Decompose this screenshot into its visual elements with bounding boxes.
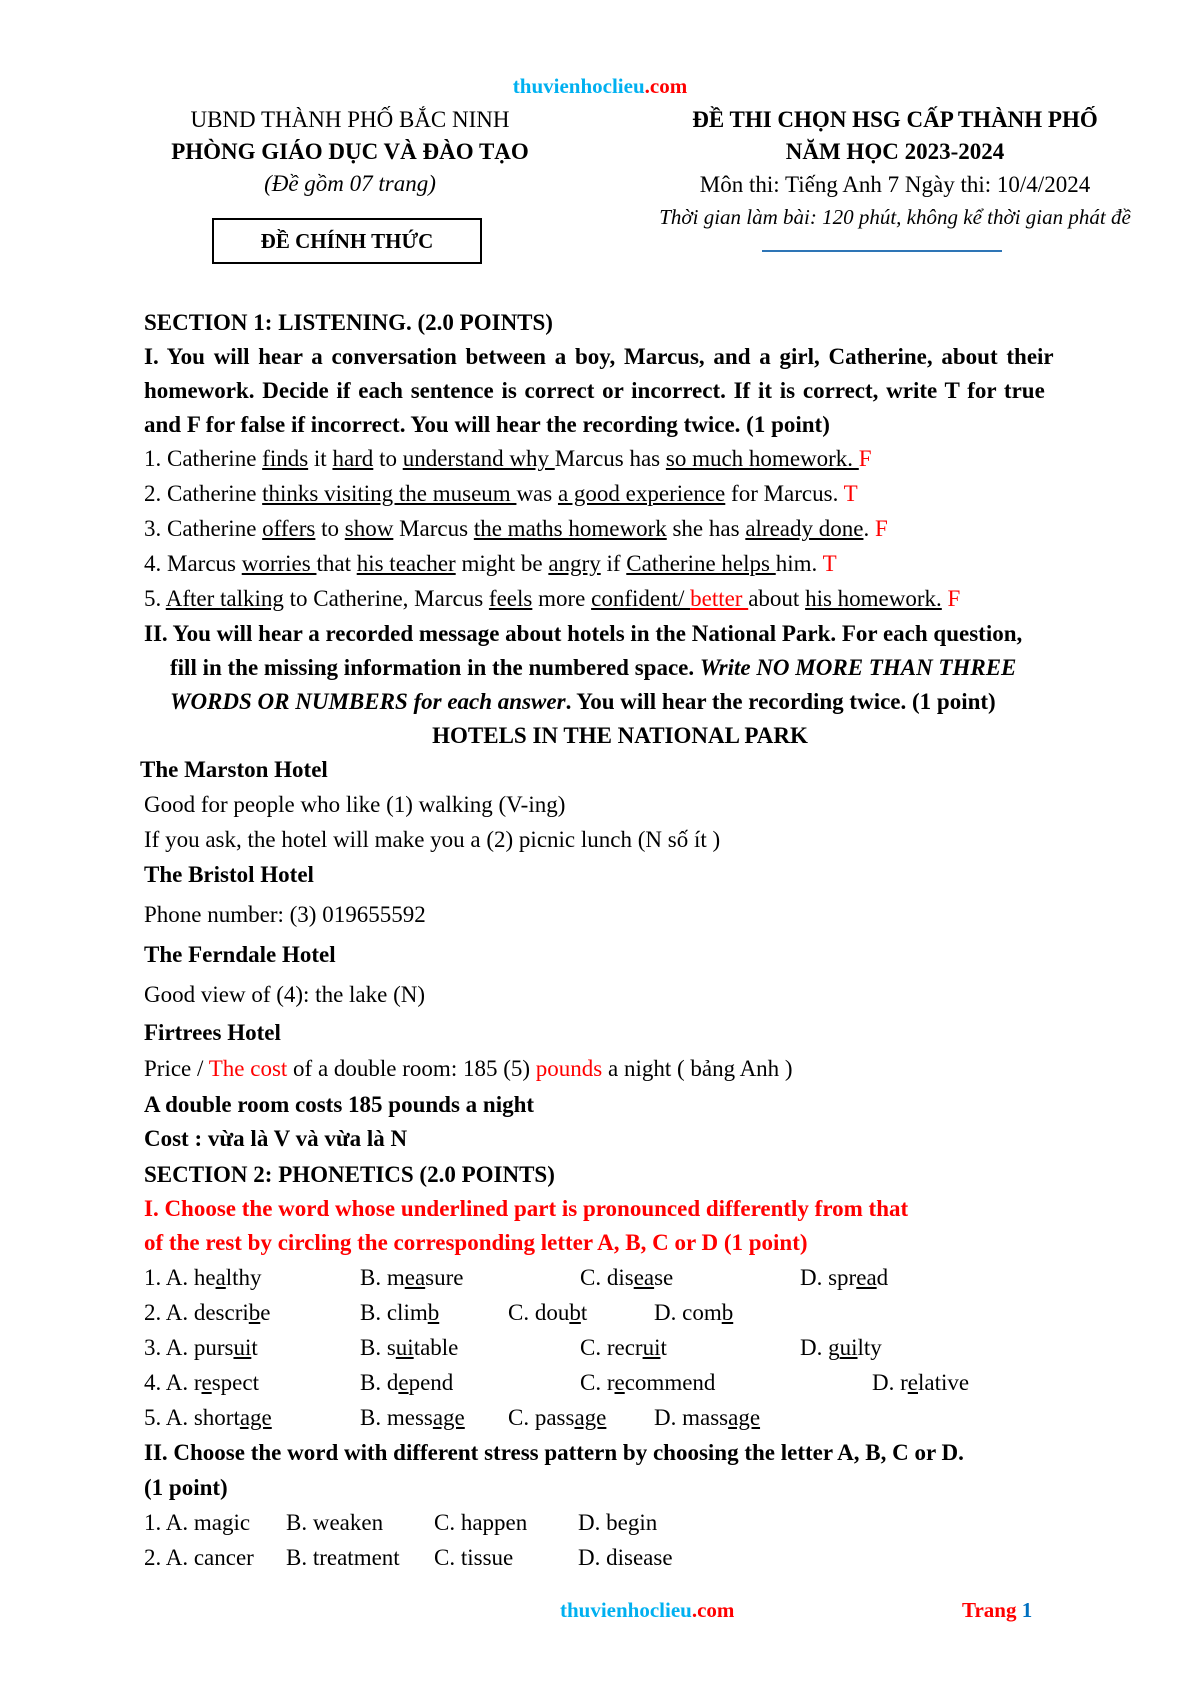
- hotel-1-line2: If you ask, the hotel will make you a (2) picnic lunch (N số ít ): [144, 827, 721, 852]
- hotel-3-line1: Good view of (4): the lake (N): [144, 982, 426, 1007]
- question-4: 4. Marcus worries that his teacher might be angry if Catherine helps him. T: [144, 551, 837, 576]
- section1-title: SECTION 1: LISTENING. (2.0 POINTS): [144, 310, 553, 335]
- ph5-b: B. message: [360, 1405, 465, 1430]
- ph3-d: D. guilty: [800, 1335, 882, 1360]
- question-1: 1. Catherine finds it hard to understand why Marcus has so much homework. F: [144, 446, 872, 471]
- st2-a: 2. A. cancer: [144, 1545, 254, 1570]
- section2-title: SECTION 2: PHONETICS (2.0 POINTS): [144, 1162, 555, 1187]
- question-2: 2. Catherine thinks visiting the museum was a good experience for Marcus. T: [144, 481, 858, 506]
- footer-watermark: thuvienhoclieu.com: [560, 1598, 735, 1622]
- hotel-2-name: The Bristol Hotel: [144, 862, 314, 887]
- ph1-b: B. measure: [360, 1265, 464, 1290]
- ph2-b: B. climb: [360, 1300, 440, 1325]
- st1-d: D. begin: [578, 1510, 658, 1535]
- ph4-a: 4. A. respect: [144, 1370, 259, 1395]
- ph2-d: D. comb: [654, 1300, 734, 1325]
- exam-title: ĐỀ THI CHỌN HSG CẤP THÀNH PHỐ: [692, 107, 1098, 132]
- ph4-b: B. depend: [360, 1370, 454, 1395]
- s1-part2-l2: fill in the missing information in the numbered space. Write NO MORE THAN THREE: [170, 655, 1017, 680]
- st2-d: D. disease: [578, 1545, 673, 1570]
- ph1-c: C. disease: [580, 1265, 674, 1290]
- st2-b: B. treatment: [286, 1545, 400, 1570]
- ph1-a: 1. A. healthy: [144, 1265, 262, 1290]
- hotel-1-name: The Marston Hotel: [140, 757, 328, 782]
- hotel-2-line1: Phone number: (3) 019655592: [144, 902, 426, 927]
- answer-4: T: [822, 551, 837, 576]
- question-3: 3. Catherine offers to show Marcus the maths homework she has already done. F: [144, 516, 888, 541]
- note-2: Cost : vừa là V và vừa là N: [144, 1126, 408, 1151]
- school-year: NĂM HỌC 2023-2024: [785, 139, 1005, 164]
- hotel-3-name: The Ferndale Hotel: [144, 942, 336, 967]
- department-name: PHÒNG GIÁO DỤC VÀ ĐÀO TẠO: [171, 139, 529, 164]
- s2-part1-l2: of the rest by circling the corresponding letter A, B, C or D (1 point): [144, 1230, 808, 1255]
- ph5-a: 5. A. shortage: [144, 1405, 272, 1430]
- header-divider: [762, 250, 1002, 252]
- top-watermark: thuvienhoclieu.com: [512, 74, 688, 98]
- subject-date: Môn thi: Tiếng Anh 7 Ngày thi: 10/4/2024: [699, 172, 1091, 197]
- page-number: Trang 1: [962, 1598, 1033, 1622]
- answer-5: F: [941, 586, 961, 611]
- time-limit: Thời gian làm bài: 120 phút, không kể thời gian phát đề: [659, 205, 1131, 229]
- s2-part2-l1: II. Choose the word with different stress pattern by choosing the letter A, B, C or D.: [144, 1440, 964, 1465]
- s1-part1-l3: and F for false if incorrect. You will hear the recording twice. (1 point): [144, 412, 830, 437]
- answer-1: F: [858, 446, 872, 471]
- ph5-d: D. massage: [654, 1405, 761, 1430]
- ph1-d: D. spread: [800, 1265, 889, 1290]
- hotel-4-name: Firtrees Hotel: [144, 1020, 281, 1045]
- ph4-d: D. relative: [872, 1370, 970, 1395]
- ph3-b: B. suitable: [360, 1335, 459, 1360]
- ph5-c: C. passage: [508, 1405, 607, 1430]
- st1-a: 1. A. magic: [144, 1510, 251, 1535]
- page-count-note: (Đề gồm 07 trang): [264, 171, 436, 196]
- st1-c: C. happen: [434, 1510, 528, 1535]
- hotels-title: HOTELS IN THE NATIONAL PARK: [432, 723, 808, 748]
- s1-part1-l1: I. You will hear a conversation between a boy, Marcus, and a girl, Catherine, about their: [144, 344, 1054, 369]
- ph3-a: 3. A. pursuit: [144, 1335, 258, 1360]
- ph2-c: C. doubt: [508, 1300, 588, 1325]
- header-left: [140, 104, 560, 200]
- ph2-a: 2. A. describe: [144, 1300, 271, 1325]
- city-committee: UBND THÀNH PHỐ BẮC NINH: [190, 107, 510, 132]
- official-box: ĐỀ CHÍNH THỨC: [212, 218, 482, 264]
- hotel-4-line1: Price / The cost of a double room: 185 (5) pounds a night ( bảng Anh ): [144, 1056, 793, 1081]
- s1-part1-l2: homework. Decide if each sentence is correct or incorrect. If it is correct, write T for true: [144, 378, 1045, 403]
- st2-c: C. tissue: [434, 1545, 514, 1570]
- s2-part2-l2: (1 point): [144, 1475, 228, 1500]
- s1-part2-l1: II. You will hear a recorded message about hotels in the National Park. For each question,: [144, 621, 1023, 646]
- hotel-1-line1: Good for people who like (1) walking (V-ing): [144, 792, 566, 817]
- question-5: 5. After talking to Catherine, Marcus feels more confident/ better about his homework. F: [144, 586, 961, 611]
- note-1: A double room costs 185 pounds a night: [144, 1092, 535, 1117]
- answer-2: T: [843, 481, 858, 506]
- ph4-c: C. recommend: [580, 1370, 716, 1395]
- s2-part1-l1: I. Choose the word whose underlined part is pronounced differently from that: [144, 1196, 909, 1221]
- st1-b: B. weaken: [286, 1510, 384, 1535]
- header-right: [590, 104, 1200, 232]
- s1-part2-l3: WORDS OR NUMBERS for each answer. You will hear the recording twice. (1 point): [170, 689, 996, 714]
- answer-3: F: [874, 516, 888, 541]
- ph3-c: C. recruit: [580, 1335, 667, 1360]
